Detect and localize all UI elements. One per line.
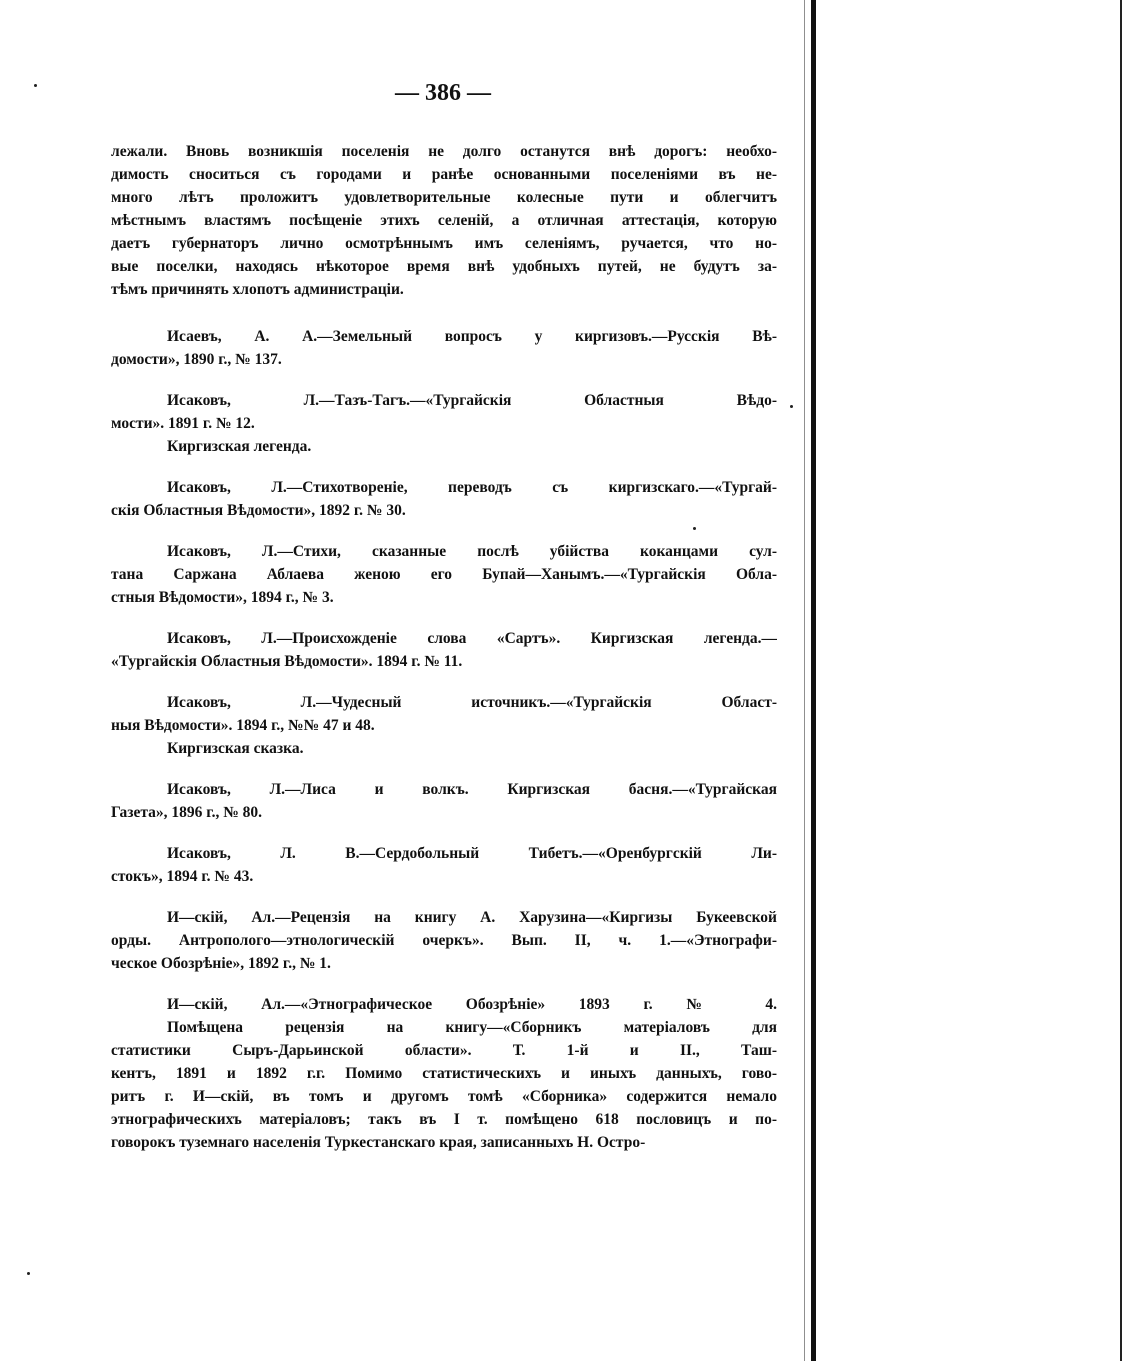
- entry-line: тана Саржана Аблаева женою его Бупай—Ханымъ.—«Тургайскія Обла-: [111, 566, 777, 583]
- entry-line: Исаковъ, Л.—Тазъ-Тагъ.—«Тургайскія Областныя Вѣдо-: [167, 392, 777, 409]
- entry-line: мости». 1891 г. № 12.: [111, 415, 255, 432]
- entry-line: ритъ г. И—скій, въ томъ и другомъ томѣ «Сборника» содержится немало: [111, 1088, 777, 1105]
- bibliography-entry: [111, 993, 777, 1154]
- intro-line: тѣмъ причинять хлопотъ администраціи.: [111, 281, 404, 298]
- page-edge-line: [1120, 0, 1122, 1361]
- entry-line: орды. Антропологo—этнологическій очеркъ». Вып. II, ч. 1.—«Этнографи-: [111, 932, 777, 949]
- entry-line: Исаковъ, Л. В.—Сердобольный Тибетъ.—«Оренбургскій Ли-: [167, 845, 777, 862]
- intro-line: вые поселки, находясь нѣкоторое время внѣ удобныхъ путей, не будутъ за-: [111, 258, 777, 275]
- entry-line: И—скій, Ал.—«Этнографическое Обозрѣніе» 1893 г. № 4.: [167, 996, 777, 1013]
- bibliography-entry: [111, 389, 777, 458]
- entry-note: Киргизская легенда.: [167, 438, 312, 455]
- entry-line: Исаковъ, Л.—Стихи, сказанные послѣ убійства коканцами сул-: [167, 543, 777, 560]
- bibliography-entry: [111, 906, 777, 975]
- entry-line: Газета», 1896 г., № 80.: [111, 804, 263, 821]
- bibliography-entry: [111, 476, 777, 522]
- entry-line: Исаковъ, Л.—Чудесный источникъ.—«Тургайскія Област-: [167, 694, 777, 711]
- bibliography-entry: [111, 627, 777, 673]
- entry-line: скія Областныя Вѣдомости», 1892 г. № 30.: [111, 502, 406, 519]
- entry-line: говорокъ туземнаго населенія Туркестанскаго края, записанныхъ Н. Остро-: [111, 1134, 646, 1151]
- page-gutter-line: [811, 0, 816, 1361]
- entry-line: И—скій, Ал.—Рецензія на книгу А. Харузина—«Киргизы Букеевской: [167, 909, 777, 926]
- bibliography-entries: [111, 325, 777, 1154]
- page-gutter-thin-line: [804, 0, 805, 1361]
- entry-line: домости», 1890 г., № 137.: [111, 351, 282, 368]
- entry-line: стныя Вѣдомости», 1894 г., № 3.: [111, 589, 334, 606]
- bibliography-entry: [111, 842, 777, 888]
- entry-line: Исаевъ, А. А.—Земельный вопросъ у киргизовъ.—Русскія Вѣ-: [167, 328, 777, 345]
- entry-line: ныя Вѣдомости». 1894 г., №№ 47 и 48.: [111, 717, 375, 734]
- intro-line: мѣстнымъ властямъ посѣщеніе этихъ селеній, а отличная аттестація, которую: [111, 212, 777, 229]
- bibliography-entry: [111, 778, 777, 824]
- text-column: [111, 140, 777, 1172]
- bibliography-entry: [111, 691, 777, 760]
- entry-line: Помѣщена рецензія на книгу—«Сборникъ матеріаловъ для: [167, 1019, 777, 1036]
- entry-line: этнографическихъ матеріаловъ; такъ въ I т. помѣщено 618 пословицъ и по-: [111, 1111, 777, 1128]
- entry-line: статистики Сыръ-Дарьинской области». Т. 1-й и II., Таш-: [111, 1042, 777, 1059]
- bibliography-entry: [111, 540, 777, 609]
- entry-line: Исаковъ, Л.—Лиса и волкъ. Киргизская басня.—«Тургайская: [167, 781, 777, 798]
- entry-line: стокъ», 1894 г. № 43.: [111, 868, 254, 885]
- scan-speck: [27, 1272, 30, 1275]
- entry-line: Исаковъ, Л.—Стихотвореніе, переводъ съ киргизскаго.—«Тургай-: [167, 479, 777, 496]
- intro-line: лежали. Вновь возникшія поселенія не долго останутся внѣ дорогъ: необхо-: [111, 143, 777, 160]
- intro-line: димость сноситься съ городами и ранѣе основанными поселеніями въ не-: [111, 166, 777, 183]
- intro-line: даетъ губернаторъ лично осмотрѣннымъ имъ селеніямъ, ручается, что но-: [111, 235, 777, 252]
- page-number: — 386 —: [395, 80, 491, 106]
- bibliography-entry: [111, 325, 777, 371]
- entry-line: кентъ, 1891 и 1892 г.г. Помимо статистическихъ и иныхъ данныхъ, гово-: [111, 1065, 777, 1082]
- scan-speck: [790, 405, 793, 408]
- entry-note: Киргизская сказка.: [167, 740, 304, 757]
- intro-line: много лѣтъ проложитъ удовлетворительные колесные пути и облегчитъ: [111, 189, 777, 206]
- entry-line: «Тургайскія Областныя Вѣдомости». 1894 г. № 11.: [111, 653, 463, 670]
- entry-line: Исаковъ, Л.—Происхожденіе слова «Сартъ». Киргизская легенда.—: [167, 630, 777, 647]
- entry-line: ческое Обозрѣніе», 1892 г., № 1.: [111, 955, 331, 972]
- intro-paragraph: [111, 140, 777, 301]
